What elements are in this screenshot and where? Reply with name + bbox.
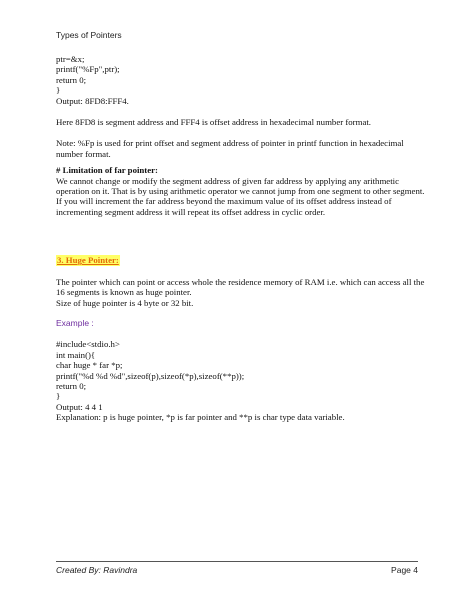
code-line: ptr=&x; (56, 54, 85, 64)
code-block-far-pointer (56, 54, 426, 106)
example-label: Example : (56, 317, 94, 328)
footer-divider (56, 561, 418, 562)
code-line: return 0; (56, 74, 87, 85)
code-line: #include<stdio.h> (56, 339, 120, 350)
code-block-huge-pointer (56, 339, 426, 412)
code-line: } (56, 391, 61, 402)
huge-pointer-size: Size of huge pointer is 4 byte or 32 bit. (56, 297, 194, 308)
huge-pointer-heading: 3. Huge Pointer: (57, 255, 119, 266)
code-line: int main(){ (56, 349, 96, 360)
note-paragraph: Note: %Fp is used for print offset and segment address of pointer in printf function in hexadecimal number format. (56, 138, 404, 159)
code-line: return 0; (56, 380, 87, 391)
page-body (56, 54, 426, 423)
code-line: char huge * far *p; (56, 360, 123, 371)
footer-page-number: Page 4 (391, 565, 418, 575)
code-output-line: Output: 8FD8:FFF4. (56, 95, 129, 106)
explanation-paragraph: Explanation: p is huge pointer, *p is far pointer and **p is char type data variable. (56, 412, 345, 423)
huge-pointer-definition: The pointer which can point or access whole the residence memory of RAM i.e. which can access all the 16 segments is known as huge pointer. (56, 276, 425, 298)
limitation-paragraph: We cannot change or modify the segment address of given far address by applying any arithmetic operation on it. That is by using arithmetic operator we cannot jump from one segment to other segment. If you will increment the far address beyond the maximum value of its offset address instead of incrementing segment address it will repeat its offset address in cyclic order. (56, 175, 425, 217)
limitation-heading: # Limitation of far pointer: (56, 165, 158, 176)
code-line: } (56, 85, 61, 96)
page-header-title: Types of Pointers (56, 30, 122, 40)
code-output-line: Output: 4 4 1 (56, 401, 103, 412)
segment-offset-paragraph: Here 8FD8 is segment address and FFF4 is offset address in hexadecimal number format. (56, 117, 371, 128)
footer-author: Created By: Ravindra (56, 565, 138, 575)
code-line: printf("%Fp",ptr); (56, 64, 120, 75)
code-line: printf("%d %d %d",sizeof(p),sizeof(*p),sizeof(**p)); (56, 370, 245, 381)
